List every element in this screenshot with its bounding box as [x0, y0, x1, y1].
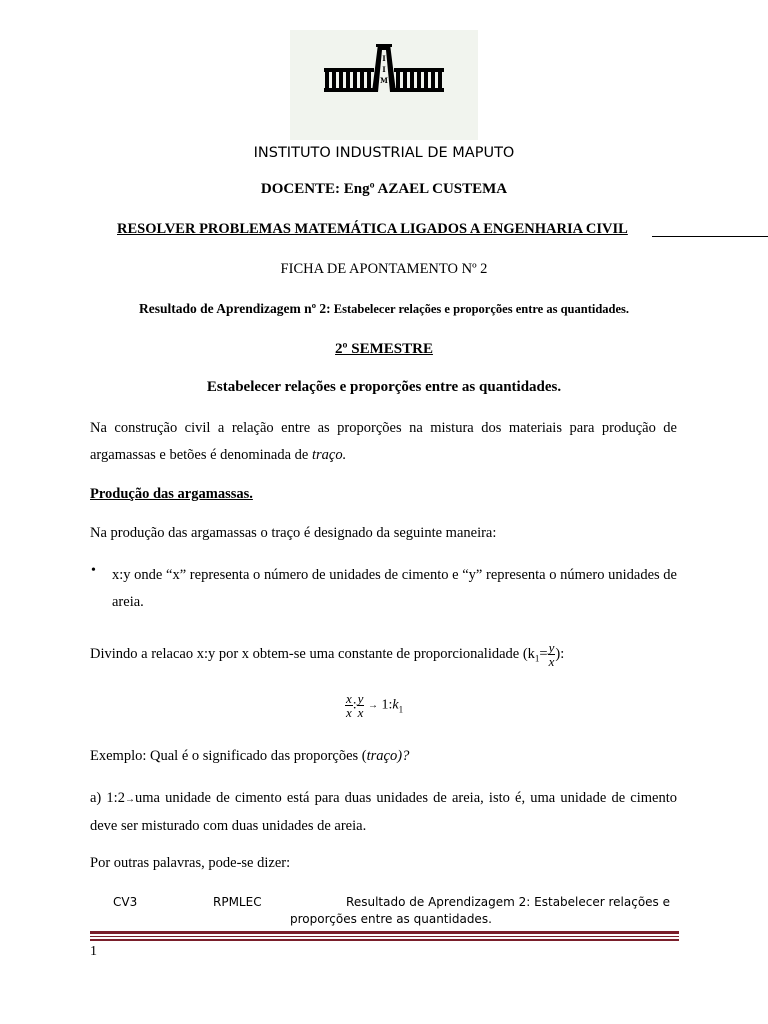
- formula-x-num: x: [346, 691, 352, 706]
- designation-paragraph: Na produção das argamassas o traço é designado da seguinte maneira:: [90, 525, 497, 541]
- formula-colon-2: :: [388, 697, 393, 713]
- example-answer-text: uma unidade de cimento está para duas unidades de areia, isto é, uma unidade de cimento deve ser misturado com duas unidades de areia.: [90, 790, 678, 834]
- formula-k: k: [392, 697, 399, 713]
- learning-outcome: [90, 301, 678, 317]
- subsection-heading: Produção das argamassas.: [90, 486, 253, 502]
- formula-colon: :: [352, 697, 357, 713]
- constant-paragraph: [90, 641, 564, 668]
- arrow-icon: →: [124, 794, 135, 805]
- proportion-formula: [345, 692, 403, 719]
- constant-equals: =: [539, 645, 548, 662]
- formula-k-subscript: 1: [398, 704, 404, 715]
- constant-subscript: 1: [534, 653, 540, 664]
- arrow-icon: →: [367, 700, 378, 711]
- svg-text:I: I: [382, 54, 386, 63]
- footer-module: RPMLEC: [213, 895, 262, 909]
- example-text: Exemplo: Qual é o significado das proporções (: [90, 748, 367, 764]
- constant-text: Divindo a relacao x:y por x obtem-se uma constante de proporcionalidade (k: [90, 645, 535, 662]
- svg-text:I: I: [382, 65, 386, 74]
- teacher-name: DOCENTE: Engº AZAEL CUSTEMA: [260, 181, 508, 197]
- constant-close: ):: [555, 645, 565, 662]
- footer-code: CV3: [113, 895, 138, 909]
- course-title: RESOLVER PROBLEMAS MATEMÁTICA LIGADOS A ENGENHARIA CIVIL: [117, 221, 628, 237]
- section-title: Estabelecer relações e proporções entre as quantidades.: [206, 379, 562, 395]
- intro-paragraph: [90, 415, 677, 469]
- example-question: [90, 748, 409, 765]
- bullet-item: x:y onde “x” representa o número de unidades de cimento e “y” representa o número unidades de areia.: [112, 567, 677, 610]
- formula-y-num: y: [357, 691, 364, 706]
- bullet-icon: •: [91, 563, 96, 578]
- title-underline-rule: [652, 236, 768, 237]
- logo-building-icon: [322, 42, 446, 132]
- formula-one: 1: [381, 697, 389, 713]
- intro-italic: traço.: [311, 447, 347, 463]
- formula-x-den: x: [346, 705, 352, 720]
- institute-name: INSTITUTO INDUSTRIAL DE MAPUTO: [253, 145, 515, 161]
- semester-label: 2º SEMESTRE: [335, 341, 433, 357]
- intro-text: Na construção civil a relação entre as proporções na mistura dos materiais para produção de argamassas e betões é denominada de: [90, 420, 677, 463]
- closing-paragraph: Por outras palavras, pode-se dizer:: [90, 855, 291, 871]
- learning-outcome-text: Estabelecer relações e proporções entre as quantidades.: [330, 302, 630, 316]
- formula-fraction-y: [357, 692, 365, 719]
- svg-text:M: M: [380, 76, 388, 85]
- footer-result-line1: Resultado de Aprendizagem 2: Estabelecer relações e: [346, 895, 670, 909]
- example-italic: traço)?: [366, 748, 410, 764]
- worksheet-title: FICHA DE APONTAMENTO Nº 2: [280, 261, 488, 277]
- footer-rule-thick: [90, 931, 679, 934]
- fraction-denominator: x: [548, 654, 555, 669]
- example-answer: [90, 785, 677, 840]
- formula-fraction-x: [345, 692, 353, 719]
- formula-y-den: x: [357, 705, 364, 720]
- example-ratio: a) 1:2: [90, 790, 125, 806]
- footer-rule-medium: [90, 939, 679, 941]
- institute-logo: [290, 30, 478, 140]
- footer-rule-thin: [90, 936, 679, 937]
- learning-outcome-label: Resultado de Aprendizagem nº 2:: [138, 301, 331, 316]
- page-number: 1: [90, 944, 97, 959]
- fraction-numerator: y: [548, 640, 555, 655]
- footer-result-line2: proporções entre as quantidades.: [290, 912, 492, 926]
